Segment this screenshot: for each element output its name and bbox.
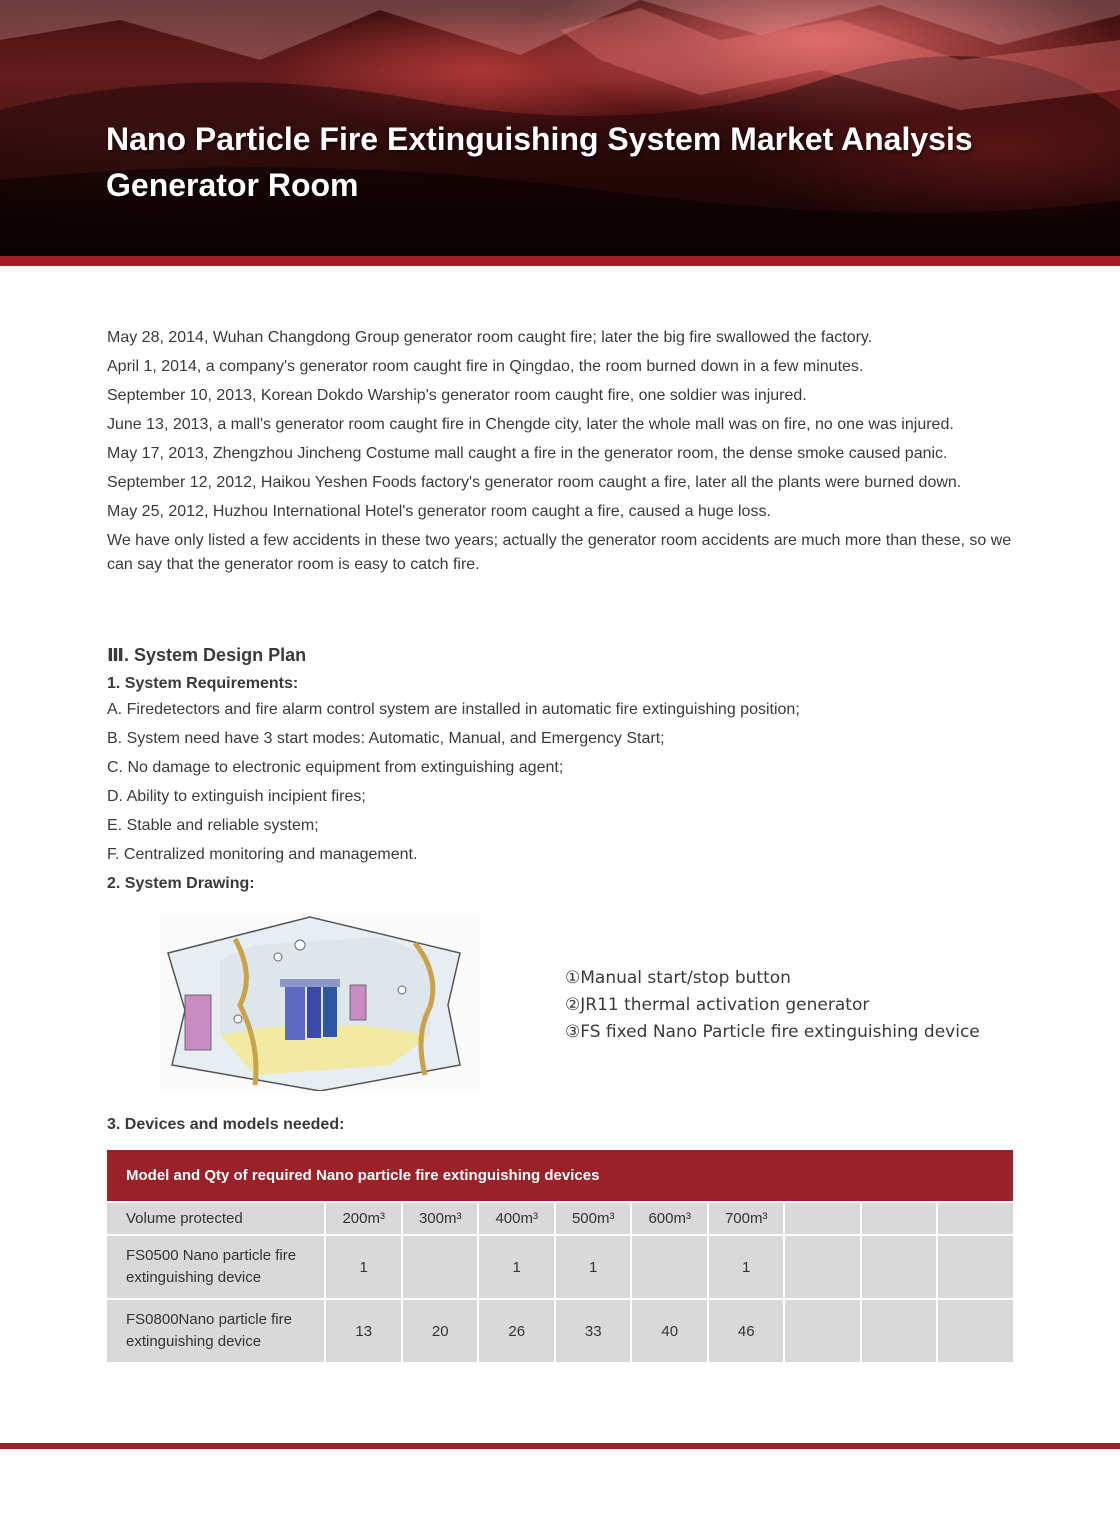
devices-grid (105, 1201, 1015, 1364)
qty-cell (862, 1300, 937, 1362)
qty-cell: 46 (709, 1300, 784, 1362)
title-line-2: Generator Room (106, 167, 359, 203)
qty-cell (785, 1300, 860, 1362)
volume-cell: 500m³ (556, 1203, 631, 1234)
fire-incidents-list (107, 326, 1017, 582)
footer-divider (0, 1443, 1120, 1449)
volume-cell: 400m³ (479, 1203, 554, 1234)
table-row (107, 1236, 1013, 1298)
table-row (107, 1300, 1013, 1362)
qty-cell: 1 (479, 1236, 554, 1298)
qty-cell: 1 (709, 1236, 784, 1298)
section-heading: Ⅲ. System Design Plan (107, 645, 307, 665)
incident-paragraph: September 12, 2012, Haikou Yeshen Foods factory's generator room caught a fire, later all the plants were burned down. (107, 474, 962, 491)
summary-paragraph: We have only listed a few accidents in these two years; actually the generator room accidents are much more than these, so we can say that the generator room is easy to catch fire. (107, 532, 1012, 573)
qty-cell (938, 1300, 1013, 1362)
incident-paragraph: September 10, 2013, Korean Dokdo Warship's generator room caught fire, one soldier was injured. (107, 387, 807, 404)
qty-cell (632, 1236, 707, 1298)
qty-cell: 40 (632, 1300, 707, 1362)
requirement-item: D. Ability to extinguish incipient fires; (107, 788, 366, 805)
table-caption: Model and Qty of required Nano particle fire extinguishing devices (107, 1150, 1013, 1201)
title-line-1: Nano Particle Fire Extinguishing System Market Analysis (106, 121, 973, 157)
requirements-heading: 1. System Requirements: (107, 675, 299, 692)
qty-cell: 1 (326, 1236, 401, 1298)
legend-item: ②JR11 thermal activation generator (565, 995, 870, 1015)
incident-paragraph: May 25, 2012, Huzhou International Hotel's generator room caught a fire, caused a huge loss. (107, 503, 771, 520)
volume-header-cell: Volume protected (107, 1203, 324, 1234)
incident-paragraph: May 28, 2014, Wuhan Changdong Group generator room caught fire; later the big fire swallowed the factory. (107, 329, 873, 346)
qty-cell: 13 (326, 1300, 401, 1362)
header-banner (0, 0, 1120, 256)
system-drawing-image (160, 915, 480, 1091)
qty-cell: 1 (556, 1236, 631, 1298)
volume-cell: 700m³ (709, 1203, 784, 1234)
qty-cell: 33 (556, 1300, 631, 1362)
qty-cell (938, 1236, 1013, 1298)
incident-paragraph: June 13, 2013, a mall's generator room caught fire in Chengde city, later the whole mall was on fire, no one was injured. (107, 416, 954, 433)
incident-paragraph: May 17, 2013, Zhengzhou Jincheng Costume mall caught a fire in the generator room, the dense smoke caused panic. (107, 445, 948, 462)
page-title (106, 116, 973, 208)
volume-cell: 300m³ (403, 1203, 478, 1234)
volume-cell (938, 1203, 1013, 1234)
device-label-cell: FS0500 Nano particle fire extinguishing device (107, 1236, 324, 1298)
requirement-item: E. Stable and reliable system; (107, 817, 319, 834)
legend-item: ①Manual start/stop button (565, 968, 791, 988)
device-label-cell: FS0800Nano particle fire extinguishing device (107, 1300, 324, 1362)
devices-table (107, 1150, 1013, 1364)
legend-item: ③FS fixed Nano Particle fire extinguishing device (565, 1022, 980, 1042)
incident-paragraph: April 1, 2014, a company's generator room caught fire in Qingdao, the room burned down in a few minutes. (107, 358, 864, 375)
requirement-item: F. Centralized monitoring and management. (107, 846, 418, 863)
qty-cell (862, 1236, 937, 1298)
qty-cell: 26 (479, 1300, 554, 1362)
header-divider (0, 256, 1120, 266)
requirement-item: B. System need have 3 start modes: Automatic, Manual, and Emergency Start; (107, 730, 665, 747)
requirement-item: A. Firedetectors and fire alarm control system are installed in automatic fire extinguishing position; (107, 701, 800, 718)
qty-cell: 20 (403, 1300, 478, 1362)
drawing-heading: 2. System Drawing: (107, 875, 255, 892)
volume-cell: 200m³ (326, 1203, 401, 1234)
qty-cell (785, 1236, 860, 1298)
requirement-item: C. No damage to electronic equipment from extinguishing agent; (107, 759, 564, 776)
volume-cell (785, 1203, 860, 1234)
drawing-legend (565, 965, 980, 1046)
volume-cell (862, 1203, 937, 1234)
devices-heading: 3. Devices and models needed: (107, 1116, 345, 1133)
table-row (107, 1203, 1013, 1234)
qty-cell (403, 1236, 478, 1298)
volume-cell: 600m³ (632, 1203, 707, 1234)
system-design-plan (107, 642, 1017, 898)
